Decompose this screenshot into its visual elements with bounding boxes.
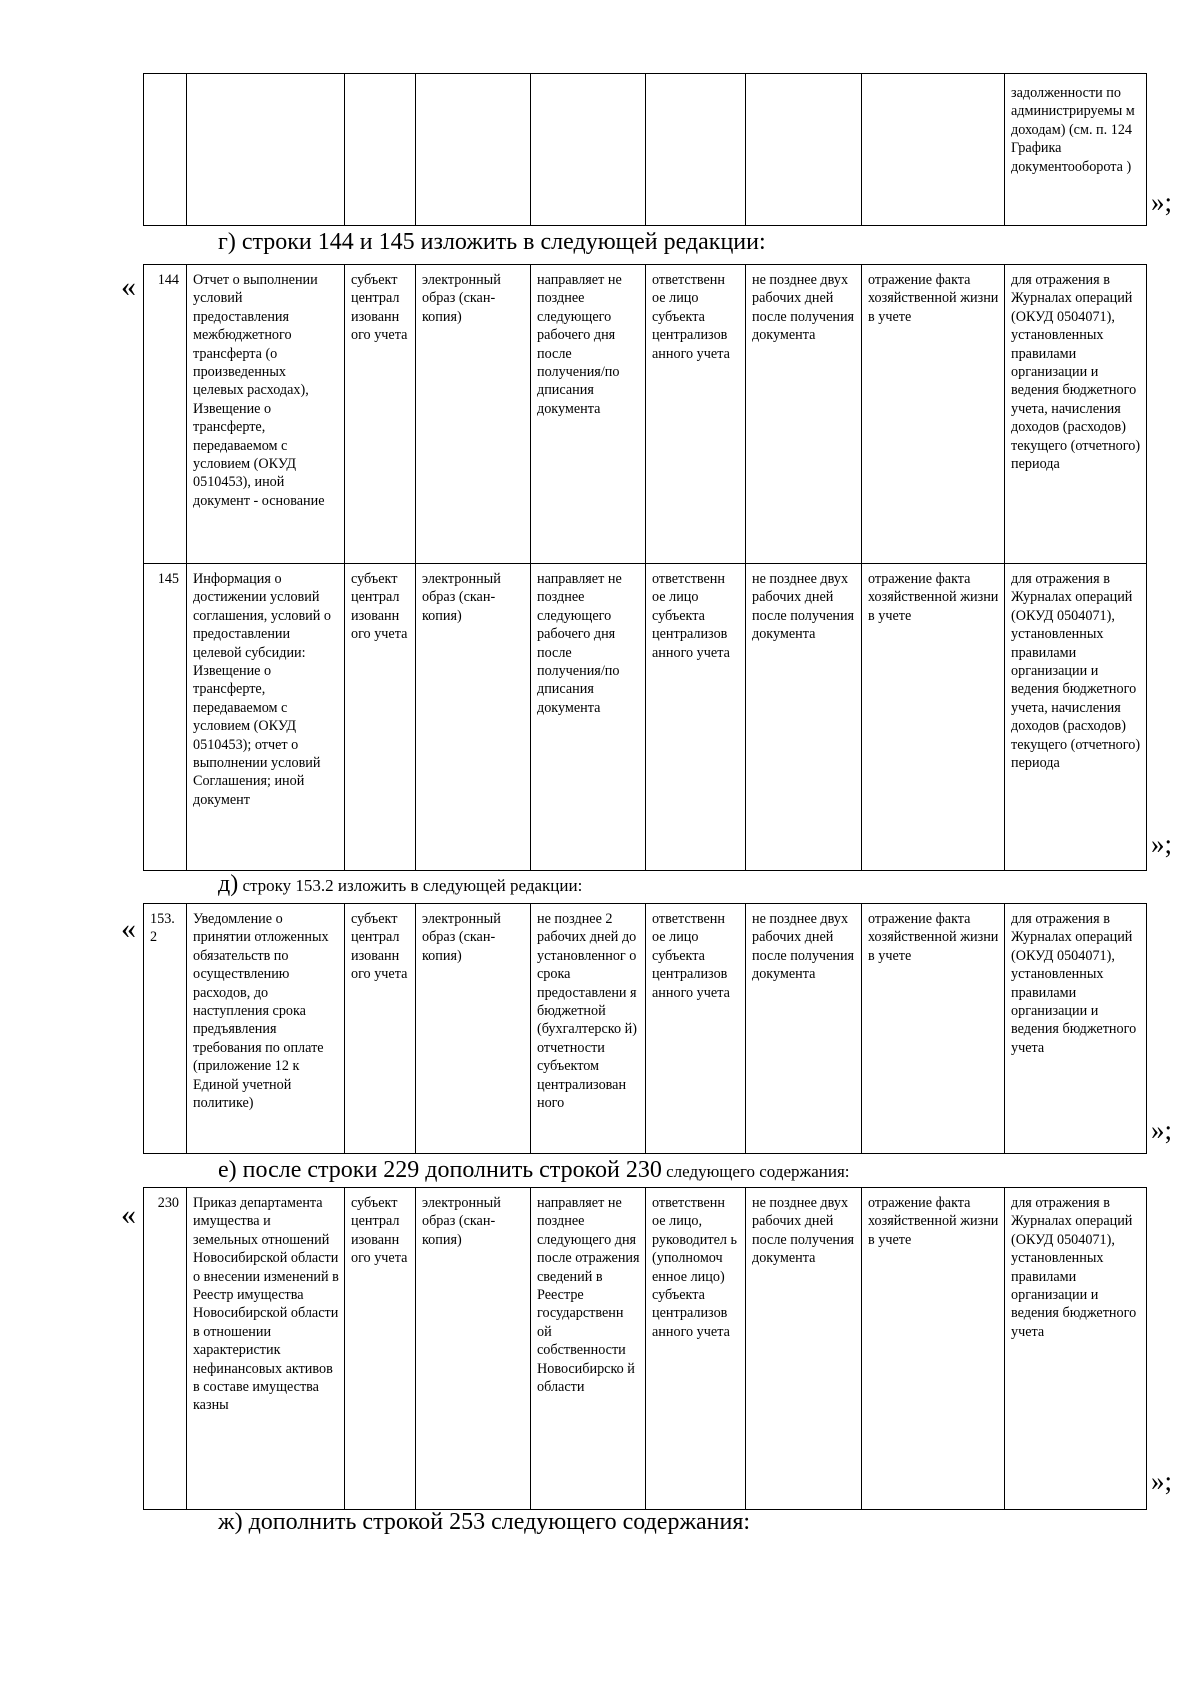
continuation-table bbox=[143, 73, 1147, 226]
cell-action: отражение факта хозяйственной жизни в учете bbox=[862, 265, 1005, 564]
cell-action: отражение факта хозяйственной жизни в учете bbox=[862, 564, 1005, 871]
cell-deadline: не позднее двух рабочих дней после получения документа bbox=[746, 265, 862, 564]
cell-purpose: для отражения в Журналах операций (ОКУД 0504071), установленных правилами организации и ведения бюджетного учета bbox=[1005, 1188, 1147, 1510]
cell-responsible: ответственн ое лицо субъекта централизов анного учета bbox=[646, 904, 746, 1154]
opening-quote: « bbox=[121, 912, 136, 945]
closing-quote: »; bbox=[1151, 187, 1173, 217]
cell-num: 145 bbox=[144, 564, 187, 871]
cell-format bbox=[416, 74, 531, 226]
cell-action: отражение факта хозяйственной жизни в учете bbox=[862, 1188, 1005, 1510]
heading-text-small: следующего содержания: bbox=[661, 1162, 850, 1181]
cell-term: направляет не позднее следующего дня после отражения сведений в Реестре государственн ой собственности Новосибирско й области bbox=[531, 1188, 646, 1510]
cell-deadline: не позднее двух рабочих дней после получения документа bbox=[746, 1188, 862, 1510]
cell-document: Уведомление о принятии отложенных обязательств по осуществлению расходов, до наступления срока предъявления требования по оплате (приложение 12 к Единой учетной политике) bbox=[187, 904, 345, 1154]
table-row bbox=[144, 265, 1147, 564]
cell-purpose: для отражения в Журналах операций (ОКУД 0504071), установленных правилами организации и ведения бюджетного учета, начисления доходов (расходов) текущего (отчетного) периода bbox=[1005, 564, 1147, 871]
cell-action: отражение факта хозяйственной жизни в учете bbox=[862, 904, 1005, 1154]
rows-144-145-table bbox=[143, 264, 1147, 871]
cell-format: электронный образ (скан-копия) bbox=[416, 265, 531, 564]
cell-creator bbox=[345, 74, 416, 226]
heading-letter: д) bbox=[218, 871, 239, 897]
cell-responsible: ответственн ое лицо субъекта централизов анного учета bbox=[646, 265, 746, 564]
cell-purpose: задолженности по администрируемы м доходам) (см. п. 124 Графика документооборота ) bbox=[1005, 74, 1147, 226]
cell-term: не позднее 2 рабочих дней до установленног о срока предоставлени я бюджетной (бухгалтерско й) отчетности субъектом централизован ного bbox=[531, 904, 646, 1154]
closing-quote: »; bbox=[1151, 829, 1173, 859]
heading-text: е) после строки 229 дополнить строкой 230 bbox=[218, 1157, 662, 1183]
cell-format: электронный образ (скан-копия) bbox=[416, 564, 531, 871]
cell-responsible: ответственн ое лицо субъекта централизов анного учета bbox=[646, 564, 746, 871]
cell-document: Отчет о выполнении условий предоставления межбюджетного трансферта (о произведенных целевых расходах), Извещение о трансферте, передаваемом с условием (ОКУД 0510453), иной документ - основание bbox=[187, 265, 345, 564]
cell-term: направляет не позднее следующего рабочего дня после получения/по дписания документа bbox=[531, 564, 646, 871]
opening-quote: « bbox=[121, 1198, 136, 1231]
cell-creator: субъект централ изованн ого учета bbox=[345, 1188, 416, 1510]
cell-document bbox=[187, 74, 345, 226]
heading-text: строку 153.2 изложить в следующей редакции: bbox=[238, 876, 583, 895]
cell-deadline bbox=[746, 74, 862, 226]
cell-deadline: не позднее двух рабочих дней после получения документа bbox=[746, 564, 862, 871]
row-230-table bbox=[143, 1187, 1147, 1510]
cell-creator: субъект централ изованн ого учета bbox=[345, 265, 416, 564]
cell-num: 144 bbox=[144, 265, 187, 564]
closing-quote: »; bbox=[1151, 1466, 1173, 1496]
cell-creator: субъект централ изованн ого учета bbox=[345, 564, 416, 871]
section-heading-e bbox=[218, 1156, 850, 1186]
closing-quote: »; bbox=[1151, 1115, 1173, 1145]
cell-creator: субъект централ изованн ого учета bbox=[345, 904, 416, 1154]
opening-quote: « bbox=[121, 270, 136, 303]
cell-document: Приказ департамента имущества и земельных отношений Новосибирской области о внесении изменений в Реестр имущества Новосибирской области в отношении характеристик нефинансовых активов в составе имущества казны bbox=[187, 1188, 345, 1510]
cell-num: 153. 2 bbox=[144, 904, 187, 1154]
section-heading-zh: ж) дополнить строкой 253 следующего содержания: bbox=[218, 1509, 751, 1535]
cell-purpose: для отражения в Журналах операций (ОКУД 0504071), установленных правилами организации и ведения бюджетного учета bbox=[1005, 904, 1147, 1154]
table-row bbox=[144, 74, 1147, 226]
table-row bbox=[144, 904, 1147, 1154]
cell-deadline: не позднее двух рабочих дней после получения документа bbox=[746, 904, 862, 1154]
cell-format: электронный образ (скан-копия) bbox=[416, 904, 531, 1154]
cell-responsible bbox=[646, 74, 746, 226]
cell-format: электронный образ (скан-копия) bbox=[416, 1188, 531, 1510]
row-153-2-table bbox=[143, 903, 1147, 1154]
section-heading-d bbox=[218, 870, 582, 900]
table-row bbox=[144, 564, 1147, 871]
section-heading-g: г) строки 144 и 145 изложить в следующей редакции: bbox=[218, 229, 766, 255]
cell-action bbox=[862, 74, 1005, 226]
cell-num bbox=[144, 74, 187, 226]
cell-num: 230 bbox=[144, 1188, 187, 1510]
table-row bbox=[144, 1188, 1147, 1510]
cell-term: направляет не позднее следующего рабочего дня после получения/по дписания документа bbox=[531, 265, 646, 564]
cell-purpose: для отражения в Журналах операций (ОКУД 0504071), установленных правилами организации и ведения бюджетного учета, начисления доходов (расходов) текущего (отчетного) периода bbox=[1005, 265, 1147, 564]
cell-document: Информация о достижении условий соглашения, условий о предоставлении целевой субсидии: Извещение о трансферте, передаваемом с условием (ОКУД 0510453); отчет о выполнении условий Соглашения; иной документ bbox=[187, 564, 345, 871]
cell-responsible: ответственн ое лицо, руководител ь (уполномоч енное лицо) субъекта централизов анного учета bbox=[646, 1188, 746, 1510]
cell-term bbox=[531, 74, 646, 226]
